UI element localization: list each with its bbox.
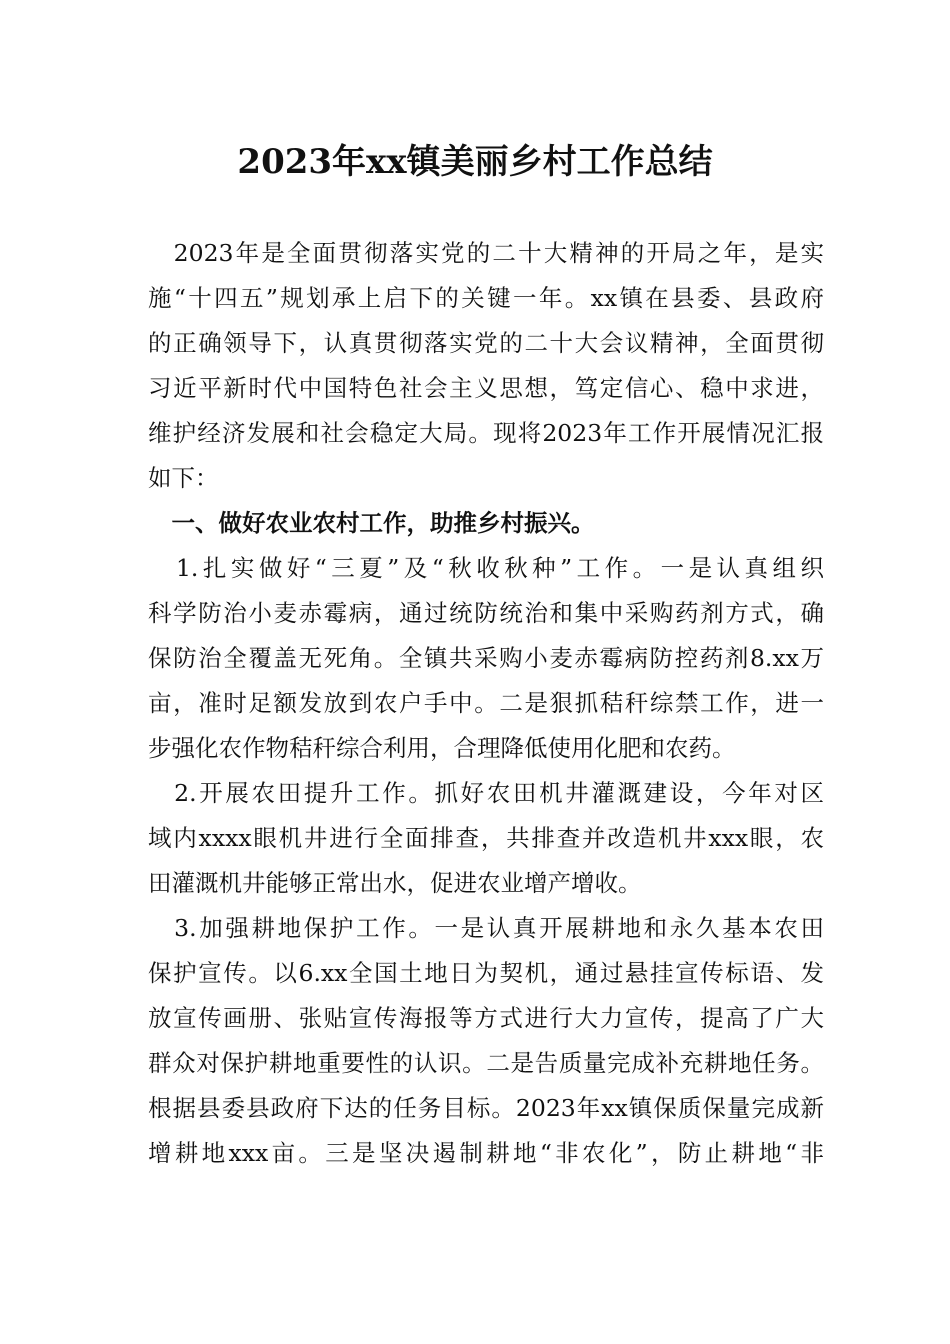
- text-line: 根据县委县政府下达的任务目标。2023年xx镇保质保量完成新: [148, 1094, 824, 1122]
- document-body: [148, 231, 824, 1176]
- text-line: 亩，准时足额发放到农户手中。二是狠抓秸秆综禁工作，进一: [148, 689, 824, 717]
- text-line: 保护宣传。以6.xx全国土地日为契机，通过悬挂宣传标语、发: [148, 959, 824, 987]
- item-2-paragraph: [148, 771, 824, 906]
- text-line: 3.加强耕地保护工作。一是认真开展耕地和永久基本农田: [148, 914, 824, 942]
- text-line: 施“十四五”规划承上启下的关键一年。xx镇在县委、县政府: [148, 284, 824, 312]
- intro-paragraph: [148, 231, 824, 501]
- document-title: 2023年xx镇美丽乡村工作总结: [237, 142, 713, 182]
- text-line: 域内xxxx眼机井进行全面排查，共排查并改造机井xxx眼，农: [148, 824, 824, 852]
- text-line: 步强化农作物秸秆综合利用，合理降低使用化肥和农药。: [148, 734, 736, 762]
- text-line: 1.扎实做好“三夏”及“秋收秋种”工作。一是认真组织: [148, 554, 824, 582]
- item-1-paragraph: [148, 546, 824, 771]
- text-line: 群众对保护耕地重要性的认识。二是告质量完成补充耕地任务。: [148, 1049, 824, 1077]
- text-line: 习近平新时代中国特色社会主义思想，笃定信心、稳中求进，: [148, 374, 824, 402]
- text-line: 的正确领导下，认真贯彻落实党的二十大会议精神，全面贯彻: [148, 329, 824, 357]
- text-line: 维护经济发展和社会稳定大局。现将2023年工作开展情况汇报: [148, 419, 824, 447]
- item-3-paragraph: [148, 906, 824, 1176]
- text-line: 2.开展农田提升工作。抓好农田机井灌溉建设，今年对区: [148, 779, 824, 807]
- text-line: 田灌溉机井能够正常出水，促进农业增产增收。: [148, 869, 642, 897]
- text-line: 如下：: [148, 464, 219, 492]
- text-line: 增耕地xxx亩。三是坚决遏制耕地“非农化”，防止耕地“非: [148, 1139, 824, 1167]
- text-line: 放宣传画册、张贴宣传海报等方式进行大力宣传，提高了广大: [148, 1004, 824, 1032]
- text-line: 2023年是全面贯彻落实党的二十大精神的开局之年，是实: [148, 239, 824, 267]
- text-line: 科学防治小麦赤霉病，通过统防统治和集中采购药剂方式，确: [148, 599, 824, 627]
- text-line: 保防治全覆盖无死角。全镇共采购小麦赤霉病防控药剂8.xx万: [148, 644, 824, 672]
- section-heading: 一、做好农业农村工作，助推乡村振兴。: [148, 509, 595, 537]
